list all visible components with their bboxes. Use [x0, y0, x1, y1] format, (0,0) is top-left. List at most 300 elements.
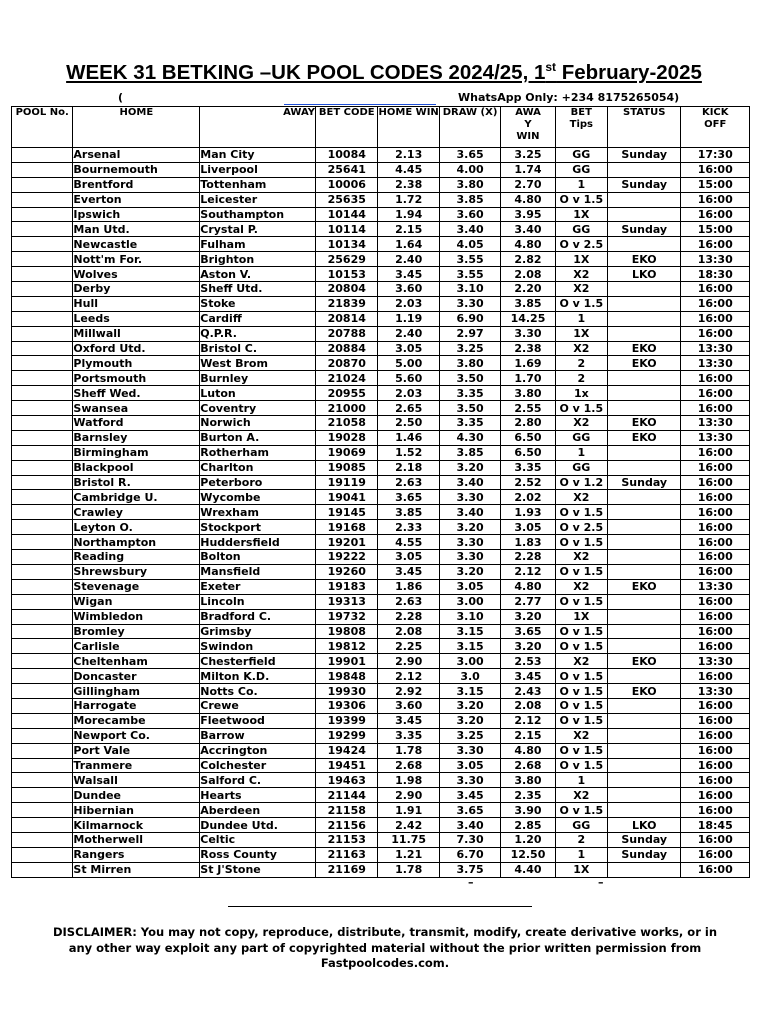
home-team-cell: Motherwell — [73, 832, 200, 847]
kickoff-cell: 16:00 — [681, 535, 750, 550]
table-row — [12, 416, 750, 431]
bet-tip-cell: 1X — [555, 326, 607, 341]
away-win-odds-cell: 2.08 — [501, 267, 555, 282]
pool-cell — [12, 743, 73, 758]
bet-tip-cell: O v 1.5 — [555, 713, 607, 728]
status-cell — [607, 773, 680, 788]
home-team-cell: Man Utd. — [73, 222, 200, 237]
table-row — [12, 743, 750, 758]
kickoff-cell: 16:00 — [681, 713, 750, 728]
home-team-cell: Bromley — [73, 624, 200, 639]
status-cell: EKO — [607, 341, 680, 356]
bet-code-cell: 10153 — [316, 267, 378, 282]
table-row — [12, 430, 750, 445]
bet-tip-cell: X2 — [555, 267, 607, 282]
bet-tip-cell: O v 2.5 — [555, 520, 607, 535]
home-team-cell: Wimbledon — [73, 609, 200, 624]
home-team-cell: Watford — [73, 416, 200, 431]
whatsapp-contact: WhatsApp Only: +234 8175265054) — [458, 91, 680, 104]
kickoff-cell: 16:00 — [681, 639, 750, 654]
away-win-odds-cell: 2.02 — [501, 490, 555, 505]
away-win-odds-cell: 6.50 — [501, 445, 555, 460]
contact-link-underline[interactable] — [284, 104, 436, 105]
status-cell — [607, 326, 680, 341]
table-row — [12, 267, 750, 282]
bet-code-cell: 25629 — [316, 252, 378, 267]
status-cell — [607, 698, 680, 713]
pool-cell — [12, 237, 73, 252]
draw-odds-cell: 3.0 — [439, 669, 500, 684]
home-team-cell: Birmingham — [73, 445, 200, 460]
bet-tip-cell: X2 — [555, 550, 607, 565]
table-row — [12, 207, 750, 222]
pool-cell — [12, 832, 73, 847]
bet-code-cell: 25635 — [316, 192, 378, 207]
pool-cell — [12, 654, 73, 669]
away-win-odds-cell: 2.12 — [501, 564, 555, 579]
home-team-cell: Nott'm For. — [73, 252, 200, 267]
pool-cell — [12, 177, 73, 192]
away-win-odds-cell: 3.40 — [501, 222, 555, 237]
pool-cell — [12, 669, 73, 684]
away-win-odds-cell: 3.20 — [501, 609, 555, 624]
pool-cell — [12, 192, 73, 207]
bet-tip-cell: 1 — [555, 445, 607, 460]
table-row — [12, 713, 750, 728]
col-header-away-win: AWA Y WIN — [501, 107, 555, 148]
away-win-odds-cell: 3.65 — [501, 624, 555, 639]
kickoff-cell: 15:00 — [681, 177, 750, 192]
bet-code-cell: 21000 — [316, 401, 378, 416]
away-win-odds-cell: 2.12 — [501, 713, 555, 728]
home-win-odds-cell: 3.05 — [378, 550, 439, 565]
draw-odds-cell: 6.70 — [439, 847, 500, 862]
away-team-cell: Burnley — [200, 371, 316, 386]
away-win-odds-cell: 2.43 — [501, 684, 555, 699]
status-cell: Sunday — [607, 148, 680, 163]
bet-tip-cell: O v 1.5 — [555, 564, 607, 579]
bet-code-cell: 19424 — [316, 743, 378, 758]
kickoff-cell: 16:00 — [681, 803, 750, 818]
status-cell — [607, 237, 680, 252]
bet-tip-cell: X2 — [555, 579, 607, 594]
away-team-cell: Crystal P. — [200, 222, 316, 237]
kickoff-cell: 16:00 — [681, 520, 750, 535]
kickoff-cell: 13:30 — [681, 430, 750, 445]
away-win-odds-cell: 2.55 — [501, 401, 555, 416]
draw-odds-cell: 3.80 — [439, 356, 500, 371]
table-row — [12, 386, 750, 401]
home-team-cell: Harrogate — [73, 698, 200, 713]
draw-odds-cell: 3.20 — [439, 460, 500, 475]
bet-tip-cell: O v 1.5 — [555, 594, 607, 609]
away-win-odds-cell: 2.70 — [501, 177, 555, 192]
kickoff-cell: 16:00 — [681, 862, 750, 877]
table-row — [12, 594, 750, 609]
away-team-cell: Grimsby — [200, 624, 316, 639]
table-row — [12, 192, 750, 207]
away-team-cell: Mansfield — [200, 564, 316, 579]
home-team-cell: Arsenal — [73, 148, 200, 163]
home-team-cell: Dundee — [73, 788, 200, 803]
draw-odds-cell: 3.30 — [439, 296, 500, 311]
home-win-odds-cell: 2.90 — [378, 788, 439, 803]
table-row — [12, 669, 750, 684]
title-main: WEEK 31 BETKING –UK POOL CODES 2024/25, 1 — [66, 60, 546, 84]
home-win-odds-cell: 2.25 — [378, 639, 439, 654]
away-team-cell: Stockport — [200, 520, 316, 535]
away-win-odds-cell: 2.77 — [501, 594, 555, 609]
away-win-odds-cell: 12.50 — [501, 847, 555, 862]
kickoff-cell: 16:00 — [681, 371, 750, 386]
away-win-odds-cell: 3.25 — [501, 148, 555, 163]
status-cell — [607, 862, 680, 877]
away-team-cell: Fleetwood — [200, 713, 316, 728]
table-row — [12, 654, 750, 669]
home-team-cell: Ipswich — [73, 207, 200, 222]
kickoff-cell: 17:30 — [681, 148, 750, 163]
home-team-cell: Walsall — [73, 773, 200, 788]
away-team-cell: West Brom — [200, 356, 316, 371]
home-team-cell: Northampton — [73, 535, 200, 550]
bet-code-cell: 21024 — [316, 371, 378, 386]
table-header-row — [12, 107, 750, 148]
pool-codes-table — [11, 106, 750, 878]
away-team-cell: Dundee Utd. — [200, 818, 316, 833]
bet-code-cell: 25641 — [316, 162, 378, 177]
draw-odds-cell: 3.40 — [439, 818, 500, 833]
kickoff-cell: 13:30 — [681, 252, 750, 267]
draw-odds-cell: 3.40 — [439, 222, 500, 237]
away-team-cell: St J'Stone — [200, 862, 316, 877]
table-row — [12, 520, 750, 535]
pool-cell — [12, 862, 73, 877]
kickoff-cell: 13:30 — [681, 356, 750, 371]
pool-cell — [12, 773, 73, 788]
home-win-odds-cell: 1.52 — [378, 445, 439, 460]
home-team-cell: Brentford — [73, 177, 200, 192]
bet-code-cell: 19260 — [316, 564, 378, 579]
away-win-odds-cell: 2.38 — [501, 341, 555, 356]
away-team-cell: Barrow — [200, 728, 316, 743]
table-row — [12, 505, 750, 520]
bet-code-cell: 19812 — [316, 639, 378, 654]
home-team-cell: Cheltenham — [73, 654, 200, 669]
status-cell — [607, 535, 680, 550]
disclaimer-text: DISCLAIMER: You may not copy, reproduce, distribute, transmit, modify, create derivative works, or in any other way exploit any part of copyrighted material without the prior written permission from Fastpoolcodes.com. — [52, 925, 718, 970]
away-win-odds-cell: 1.83 — [501, 535, 555, 550]
home-win-odds-cell: 4.45 — [378, 162, 439, 177]
bet-tip-cell: 1 — [555, 311, 607, 326]
away-team-cell: Norwich — [200, 416, 316, 431]
home-team-cell: Portsmouth — [73, 371, 200, 386]
pool-cell — [12, 564, 73, 579]
pool-cell — [12, 386, 73, 401]
bet-tip-cell: GG — [555, 222, 607, 237]
pool-cell — [12, 162, 73, 177]
home-team-cell: Blackpool — [73, 460, 200, 475]
home-team-cell: Newcastle — [73, 237, 200, 252]
status-cell — [607, 594, 680, 609]
home-team-cell: Cambridge U. — [73, 490, 200, 505]
bet-code-cell: 19028 — [316, 430, 378, 445]
away-win-odds-cell: 1.70 — [501, 371, 555, 386]
home-win-odds-cell: 5.00 — [378, 356, 439, 371]
home-team-cell: Reading — [73, 550, 200, 565]
home-win-odds-cell: 3.05 — [378, 341, 439, 356]
status-cell: Sunday — [607, 475, 680, 490]
pool-cell — [12, 579, 73, 594]
away-team-cell: Burton A. — [200, 430, 316, 445]
status-cell — [607, 505, 680, 520]
kickoff-cell: 16:00 — [681, 550, 750, 565]
bet-tip-cell: X2 — [555, 728, 607, 743]
home-team-cell: Port Vale — [73, 743, 200, 758]
away-team-cell: Hearts — [200, 788, 316, 803]
home-win-odds-cell: 1.46 — [378, 430, 439, 445]
bet-tip-cell: X2 — [555, 416, 607, 431]
bet-code-cell: 19222 — [316, 550, 378, 565]
bet-tip-cell: O v 2.5 — [555, 237, 607, 252]
bet-code-cell: 21169 — [316, 862, 378, 877]
bet-code-cell: 19732 — [316, 609, 378, 624]
away-win-odds-cell: 2.80 — [501, 416, 555, 431]
bet-code-cell: 19041 — [316, 490, 378, 505]
away-team-cell: Aston V. — [200, 267, 316, 282]
status-cell — [607, 758, 680, 773]
kickoff-cell: 13:30 — [681, 341, 750, 356]
kickoff-cell: 16:00 — [681, 460, 750, 475]
away-team-cell: Leicester — [200, 192, 316, 207]
bet-tip-cell: 2 — [555, 356, 607, 371]
kickoff-cell: 18:45 — [681, 818, 750, 833]
bet-tip-cell: X2 — [555, 788, 607, 803]
kickoff-cell: 16:00 — [681, 326, 750, 341]
bet-tip-cell: 1X — [555, 252, 607, 267]
away-win-odds-cell: 2.68 — [501, 758, 555, 773]
table-row — [12, 162, 750, 177]
away-team-cell: Wycombe — [200, 490, 316, 505]
home-win-odds-cell: 2.15 — [378, 222, 439, 237]
away-win-odds-cell: 3.80 — [501, 773, 555, 788]
kickoff-cell: 16:00 — [681, 698, 750, 713]
home-win-odds-cell: 3.60 — [378, 282, 439, 297]
status-cell — [607, 520, 680, 535]
home-win-odds-cell: 1.72 — [378, 192, 439, 207]
draw-odds-cell: 3.50 — [439, 371, 500, 386]
kickoff-cell: 16:00 — [681, 564, 750, 579]
home-win-odds-cell: 5.60 — [378, 371, 439, 386]
table-row — [12, 445, 750, 460]
draw-odds-cell: 3.00 — [439, 654, 500, 669]
bet-code-cell: 21158 — [316, 803, 378, 818]
status-cell — [607, 639, 680, 654]
table-row — [12, 639, 750, 654]
draw-odds-cell: 3.05 — [439, 579, 500, 594]
away-team-cell: Notts Co. — [200, 684, 316, 699]
pool-cell — [12, 430, 73, 445]
draw-odds-cell: 3.15 — [439, 684, 500, 699]
away-team-cell: Q.P.R. — [200, 326, 316, 341]
status-cell — [607, 788, 680, 803]
table-row — [12, 624, 750, 639]
status-cell: EKO — [607, 430, 680, 445]
bet-tip-cell: O v 1.5 — [555, 758, 607, 773]
bet-code-cell: 21144 — [316, 788, 378, 803]
draw-odds-cell: 3.10 — [439, 282, 500, 297]
pool-cell — [12, 282, 73, 297]
table-row — [12, 460, 750, 475]
table-row — [12, 296, 750, 311]
away-team-cell: Crewe — [200, 698, 316, 713]
home-win-odds-cell: 2.63 — [378, 594, 439, 609]
draw-odds-cell: 3.40 — [439, 505, 500, 520]
footer-mark-right: – — [598, 876, 604, 889]
status-cell — [607, 550, 680, 565]
pool-cell — [12, 356, 73, 371]
home-team-cell: St Mirren — [73, 862, 200, 877]
away-win-odds-cell: 3.95 — [501, 207, 555, 222]
pool-cell — [12, 267, 73, 282]
home-win-odds-cell: 2.50 — [378, 416, 439, 431]
home-team-cell: Leyton O. — [73, 520, 200, 535]
draw-odds-cell: 3.75 — [439, 862, 500, 877]
table-row — [12, 788, 750, 803]
away-win-odds-cell: 14.25 — [501, 311, 555, 326]
bet-code-cell: 19930 — [316, 684, 378, 699]
away-win-odds-cell: 3.80 — [501, 386, 555, 401]
kickoff-cell: 16:00 — [681, 773, 750, 788]
home-team-cell: Barnsley — [73, 430, 200, 445]
away-team-cell: Celtic — [200, 832, 316, 847]
away-win-odds-cell: 3.85 — [501, 296, 555, 311]
kickoff-cell: 13:30 — [681, 684, 750, 699]
away-win-odds-cell: 1.74 — [501, 162, 555, 177]
table-row — [12, 490, 750, 505]
table-row — [12, 148, 750, 163]
draw-odds-cell: 3.15 — [439, 624, 500, 639]
home-team-cell: Hull — [73, 296, 200, 311]
pool-cell — [12, 148, 73, 163]
contact-open-paren: ( — [118, 91, 124, 104]
home-team-cell: Crawley — [73, 505, 200, 520]
status-cell: EKO — [607, 684, 680, 699]
pool-cell — [12, 728, 73, 743]
home-win-odds-cell: 3.45 — [378, 267, 439, 282]
home-win-odds-cell: 2.63 — [378, 475, 439, 490]
bet-tip-cell: GG — [555, 460, 607, 475]
status-cell — [607, 386, 680, 401]
footer-mark-left: – — [468, 876, 474, 889]
kickoff-cell: 16:00 — [681, 758, 750, 773]
bet-tip-cell: 1X — [555, 207, 607, 222]
bet-tip-cell: O v 1.5 — [555, 505, 607, 520]
bet-code-cell: 21153 — [316, 832, 378, 847]
away-team-cell: Fulham — [200, 237, 316, 252]
bet-code-cell: 19183 — [316, 579, 378, 594]
table-row — [12, 564, 750, 579]
col-header-bet-code: BET CODE — [316, 107, 378, 148]
status-cell: LKO — [607, 267, 680, 282]
status-cell — [607, 296, 680, 311]
kickoff-cell: 16:00 — [681, 237, 750, 252]
home-win-odds-cell: 2.38 — [378, 177, 439, 192]
home-win-odds-cell: 2.13 — [378, 148, 439, 163]
bet-tip-cell: 1X — [555, 609, 607, 624]
kickoff-cell: 16:00 — [681, 282, 750, 297]
bet-tip-cell: GG — [555, 430, 607, 445]
draw-odds-cell: 3.20 — [439, 698, 500, 713]
bet-tip-cell: O v 1.5 — [555, 639, 607, 654]
kickoff-cell: 16:00 — [681, 207, 750, 222]
draw-odds-cell: 3.30 — [439, 550, 500, 565]
home-win-odds-cell: 2.28 — [378, 609, 439, 624]
pool-cell — [12, 550, 73, 565]
pool-cell — [12, 594, 73, 609]
away-win-odds-cell: 1.20 — [501, 832, 555, 847]
pool-cell — [12, 416, 73, 431]
away-win-odds-cell: 2.35 — [501, 788, 555, 803]
kickoff-cell: 16:00 — [681, 505, 750, 520]
status-cell: EKO — [607, 252, 680, 267]
away-team-cell: Accrington — [200, 743, 316, 758]
col-header-home: HOME — [73, 107, 200, 148]
table-row — [12, 475, 750, 490]
away-team-cell: Brighton — [200, 252, 316, 267]
bet-tip-cell: O v 1.5 — [555, 535, 607, 550]
home-win-odds-cell: 2.90 — [378, 654, 439, 669]
table-row — [12, 401, 750, 416]
away-win-odds-cell: 2.08 — [501, 698, 555, 713]
bet-code-cell: 19201 — [316, 535, 378, 550]
pool-cell — [12, 252, 73, 267]
kickoff-cell: 16:00 — [681, 401, 750, 416]
home-win-odds-cell: 3.45 — [378, 713, 439, 728]
away-team-cell: Cardiff — [200, 311, 316, 326]
page-title — [0, 60, 768, 85]
bet-code-cell: 19313 — [316, 594, 378, 609]
status-cell — [607, 401, 680, 416]
home-team-cell: Everton — [73, 192, 200, 207]
pool-cell — [12, 296, 73, 311]
draw-odds-cell: 3.65 — [439, 803, 500, 818]
bet-tip-cell: 1X — [555, 862, 607, 877]
pool-cell — [12, 758, 73, 773]
home-win-odds-cell: 1.94 — [378, 207, 439, 222]
status-cell — [607, 803, 680, 818]
draw-odds-cell: 3.85 — [439, 192, 500, 207]
title-superscript: st — [545, 60, 557, 74]
away-team-cell: Tottenham — [200, 177, 316, 192]
bet-tip-cell: X2 — [555, 654, 607, 669]
home-win-odds-cell: 2.40 — [378, 252, 439, 267]
bet-code-cell: 19145 — [316, 505, 378, 520]
draw-odds-cell: 3.05 — [439, 758, 500, 773]
kickoff-cell: 16:00 — [681, 296, 750, 311]
pool-cell — [12, 311, 73, 326]
kickoff-cell: 16:00 — [681, 386, 750, 401]
bet-tip-cell: GG — [555, 162, 607, 177]
bet-code-cell: 19463 — [316, 773, 378, 788]
home-win-odds-cell: 4.55 — [378, 535, 439, 550]
pool-cell — [12, 445, 73, 460]
home-win-odds-cell: 2.42 — [378, 818, 439, 833]
status-cell — [607, 460, 680, 475]
col-header-status: STATUS — [607, 107, 680, 148]
home-win-odds-cell: 2.65 — [378, 401, 439, 416]
away-win-odds-cell: 2.85 — [501, 818, 555, 833]
kickoff-cell: 16:00 — [681, 743, 750, 758]
